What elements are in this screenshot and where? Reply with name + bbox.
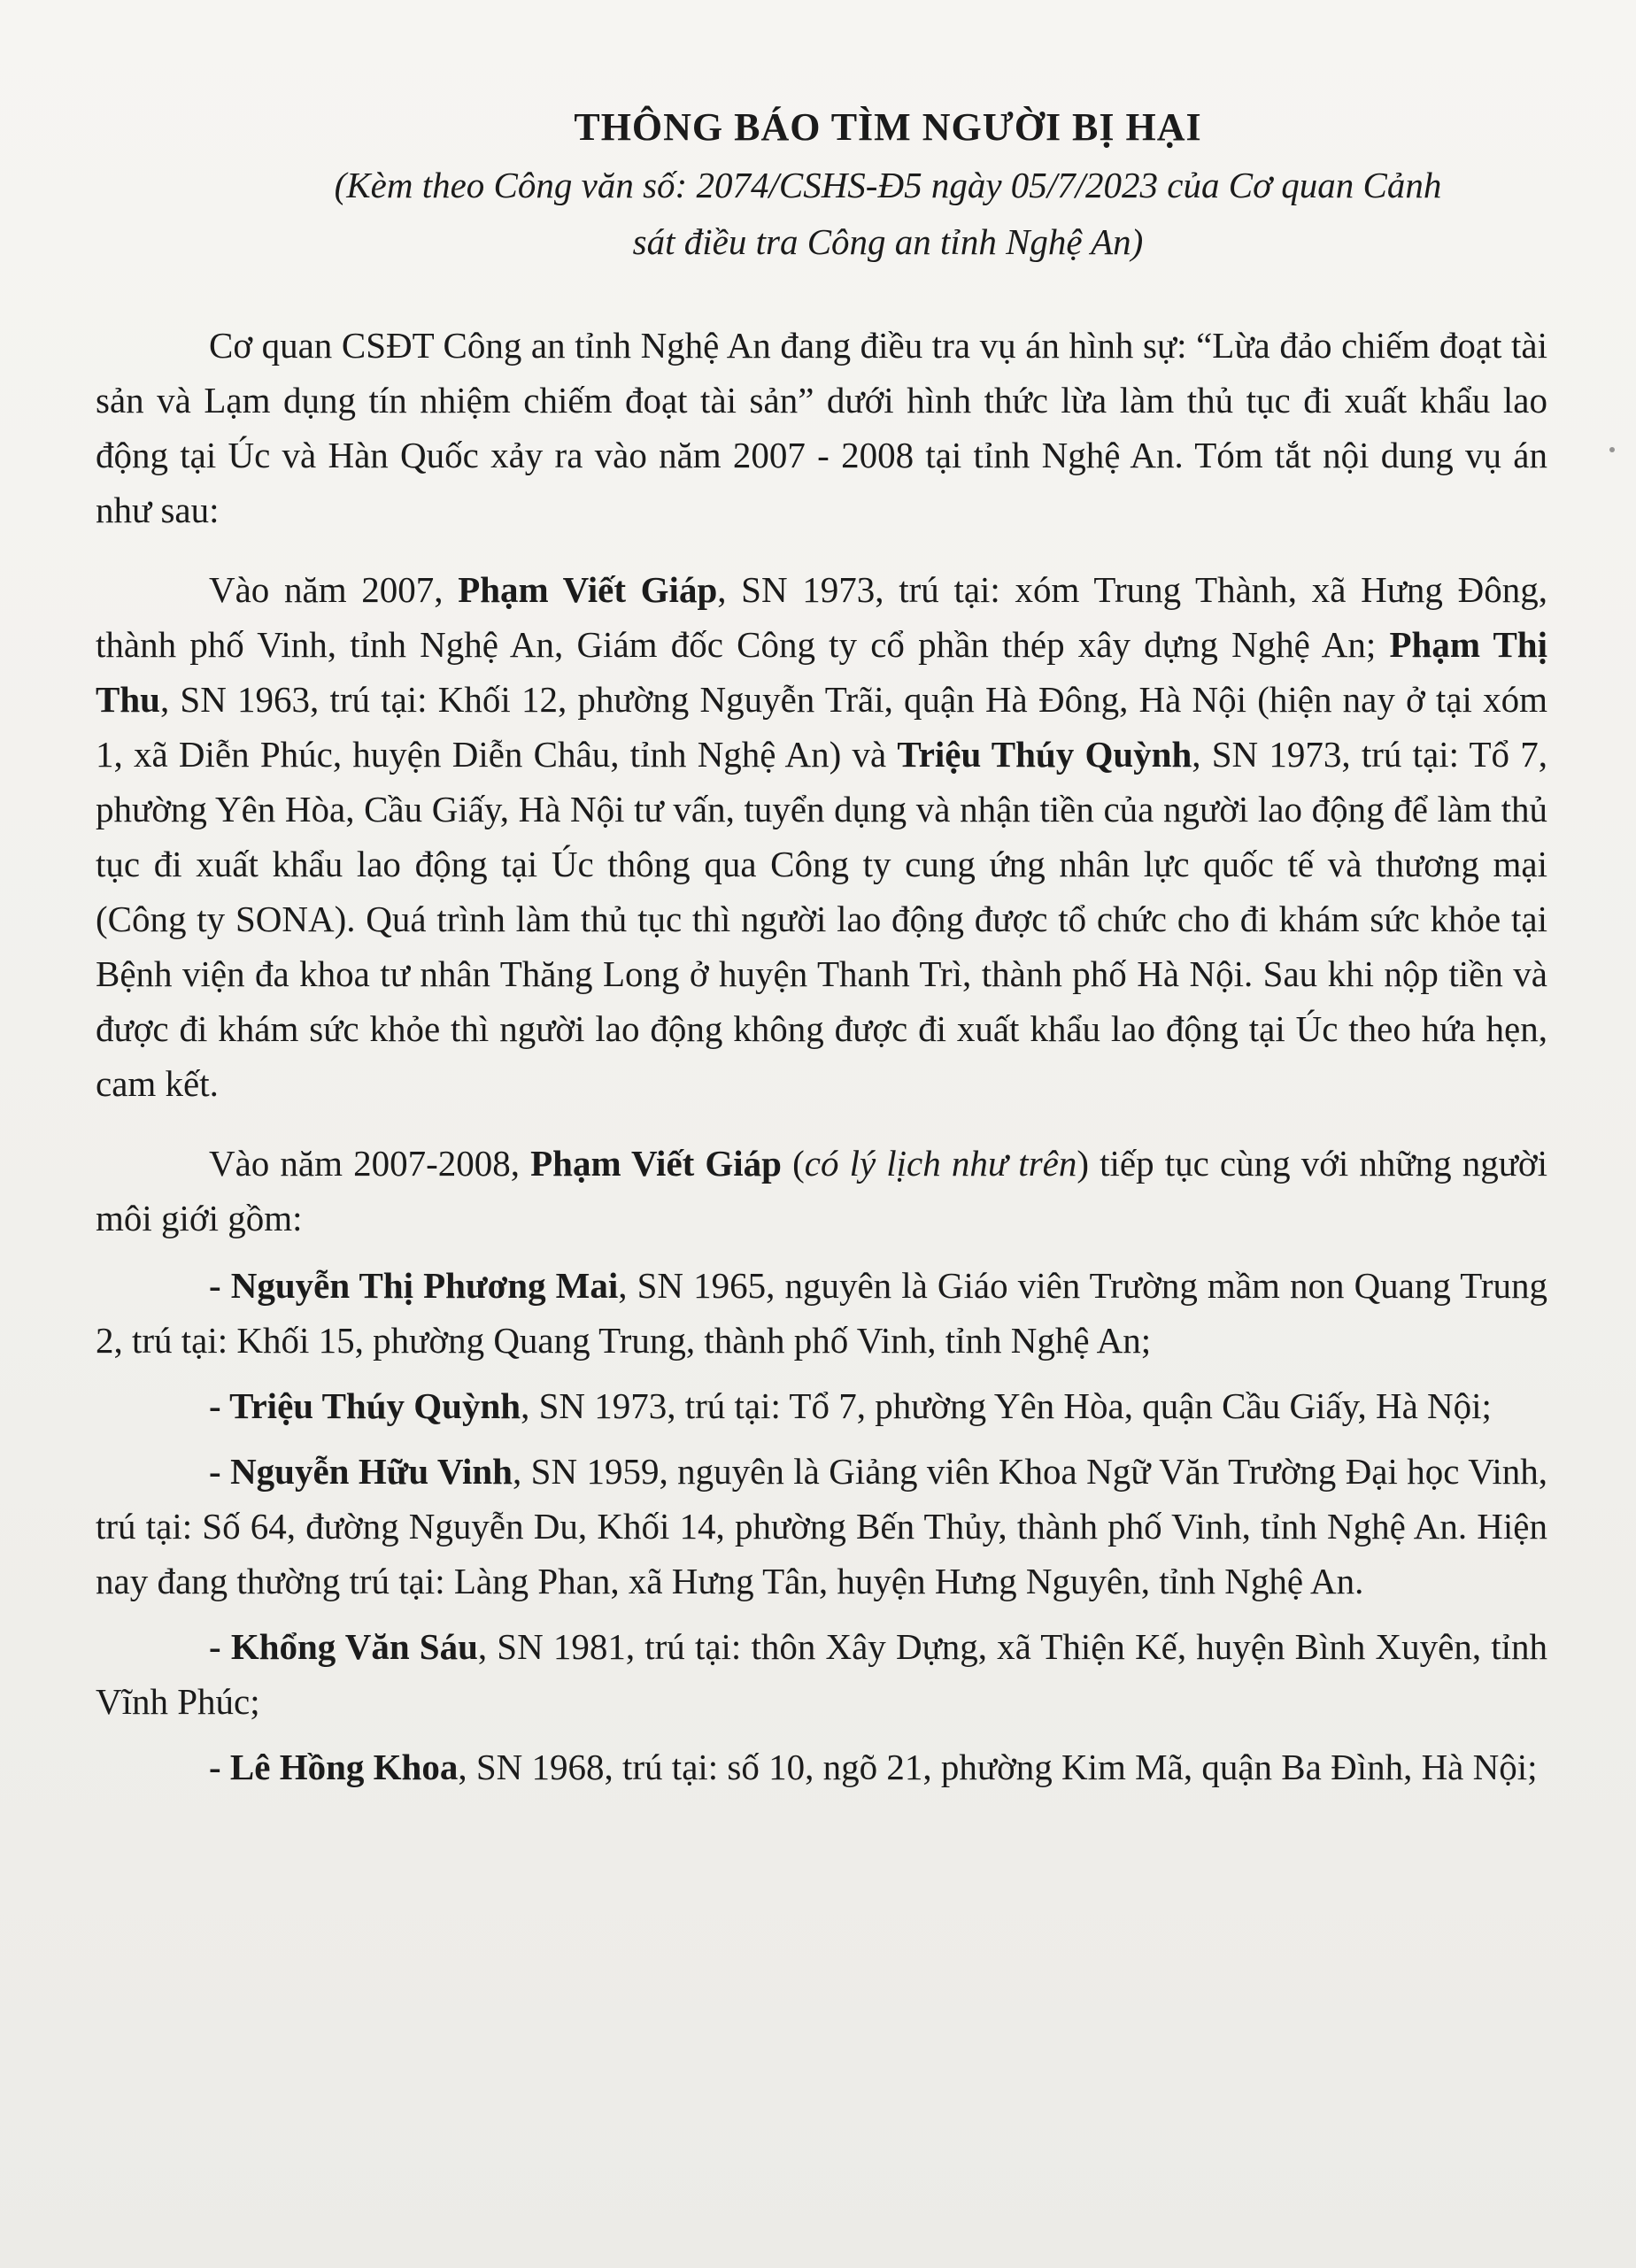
broker-item <box>96 1619 1547 1729</box>
broker-item <box>96 1444 1547 1608</box>
broker-name: Nguyễn Hữu Vinh <box>230 1451 513 1492</box>
broker-name: Nguyễn Thị Phương Mai <box>230 1265 619 1306</box>
broker-details: , SN 1959, nguyên là Giảng viên Khoa Ngữ Văn Trường Đại học Vinh, trú tại: Số 64, đường Nguyễn Du, Khối 14, phường Bến Thủy, thành phố Vinh, tỉnh Nghệ An. Hiện nay đang thường trú tại: Làng Phan, xã Hưng Tân, huyện Hưng Nguyên, tỉnh Nghệ An. <box>96 1451 1547 1601</box>
brokers-intro-paragraph <box>96 1136 1547 1246</box>
person-name: Phạm Thị Thu <box>96 624 1547 720</box>
subtitle-line-1: (Kèm theo Công văn số: 2074/CSHS-Đ5 ngày 05/7/2023 của Cơ quan Cảnh <box>334 165 1442 205</box>
text-segment: , SN 1973, trú tại: xóm Trung Thành, xã Hưng Đông, thành phố Vinh, tỉnh Nghệ An, Giám đốc Công ty cổ phần thép xây dựng Nghệ An; <box>96 569 1547 665</box>
broker-details: , SN 1973, trú tại: Tổ 7, phường Yên Hòa, quận Cầu Giấy, Hà Nội; <box>521 1385 1492 1426</box>
text-segment: Vào năm 2007-2008, <box>209 1143 531 1184</box>
person-name: Triệu Thúy Quỳnh <box>897 734 1192 775</box>
broker-prefix: - <box>209 1626 231 1667</box>
subtitle-line-2: sát điều tra Công an tỉnh Nghệ An) <box>632 221 1144 262</box>
person-name: Phạm Viết Giáp <box>458 569 718 610</box>
broker-item <box>96 1258 1547 1368</box>
broker-prefix: - <box>209 1451 231 1492</box>
broker-prefix: - <box>209 1385 230 1426</box>
case-summary-paragraph <box>96 562 1547 1111</box>
broker-details: , SN 1968, trú tại: số 10, ngõ 21, phường Kim Mã, quận Ba Đình, Hà Nội; <box>458 1747 1538 1787</box>
broker-name: Khổng Văn Sáu <box>230 1626 478 1667</box>
page-title: THÔNG BÁO TÌM NGƯỜI BỊ HẠI <box>574 105 1202 149</box>
broker-details: , SN 1965, nguyên là Giáo viên Trường mầm non Quang Trung 2, trú tại: Khối 15, phường Quang Trung, thành phố Vinh, tỉnh Nghệ An; <box>96 1265 1547 1361</box>
person-name: Phạm Viết Giáp <box>530 1143 782 1184</box>
document-body <box>96 104 1547 1805</box>
text-segment: , SN 1963, trú tại: Khối 12, phường Nguyễn Trãi, quận Hà Đông, Hà Nội (hiện nay ở tại xóm 1, xã Diễn Phúc, huyện Diễn Châu, tỉnh Nghệ An) và <box>96 679 1547 775</box>
ink-dot <box>1609 447 1615 452</box>
text-segment: , SN 1973, trú tại: Tổ 7, phường Yên Hòa, Cầu Giấy, Hà Nội tư vấn, tuyển dụng và nhận tiền của người lao động để làm thủ tục đi xuất khẩu lao động tại Úc thông qua Công ty cung ứng nhân lực quốc tế và thương mại (Công ty SONA). Quá trình làm thủ tục thì người lao động được tổ chức cho đi khám sức khỏe tại Bệnh viện đa khoa tư nhân Thăng Long ở huyện Thanh Trì, thành phố Hà Nội. Sau khi nộp tiền và được đi khám sức khỏe thì người lao động không được đi xuất khẩu lao động tại Úc theo hứa hẹn, cam kết. <box>96 734 1547 1104</box>
broker-prefix: - <box>209 1747 230 1787</box>
broker-item <box>96 1378 1547 1433</box>
broker-prefix: - <box>209 1265 231 1306</box>
text-segment: Vào năm 2007, <box>209 569 459 610</box>
broker-name: Triệu Thúy Quỳnh <box>229 1385 521 1426</box>
intro-paragraph: Cơ quan CSĐT Công an tỉnh Nghệ An đang điều tra vụ án hình sự: “Lừa đảo chiếm đoạt tài sản và Lạm dụng tín nhiệm chiếm đoạt tài sản” dưới hình thức lừa làm thủ tục đi xuất khẩu lao động tại Úc và Hàn Quốc xảy ra vào năm 2007 - 2008 tại tỉnh Nghệ An. Tóm tắt nội dung vụ án như sau: <box>96 325 1547 530</box>
italic-note: có lý lịch như trên <box>804 1143 1077 1184</box>
broker-details: , SN 1981, trú tại: thôn Xây Dựng, xã Thiện Kế, huyện Bình Xuyên, tỉnh Vĩnh Phúc; <box>96 1626 1548 1722</box>
text-segment: ) tiếp tục cùng với những người môi giới gồm: <box>96 1143 1547 1238</box>
broker-name: Lê Hồng Khoa <box>229 1747 459 1787</box>
subtitle <box>96 157 1547 270</box>
text-segment: ( <box>782 1143 805 1184</box>
broker-item <box>96 1740 1547 1794</box>
